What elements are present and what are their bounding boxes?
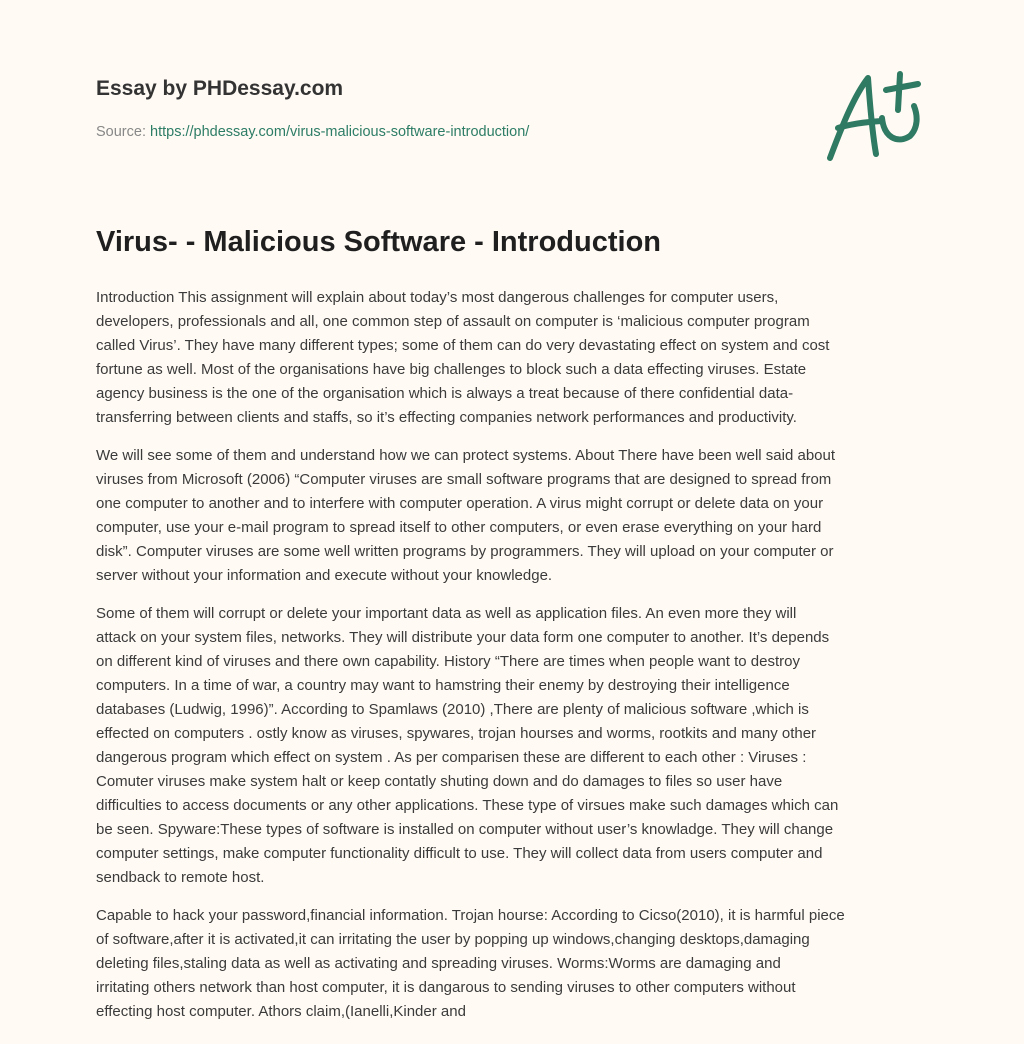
paragraph-line: computers. In a time of war, a country may want to hamstring their enemy by destroying their intelligence	[96, 677, 790, 694]
source-label: Source:	[96, 124, 146, 140]
paragraph-line: one computer to another and to interfere with computer operation. A virus might corrupt or delete data on your	[96, 495, 824, 512]
essay-paragraph	[96, 602, 956, 890]
paragraph-line: developers, professionals and all, one common step of assault on computer is ‘malicious computer program	[96, 313, 810, 330]
paragraph-line: Comuter viruses make system halt or keep contatly shuting down and do damages to files so user have	[96, 773, 783, 790]
paragraph-line: sendback to remote host.	[96, 869, 265, 886]
paragraph-line: be seen. Spyware:These types of software is installed on computer without user’s knowladge. They will change	[96, 821, 834, 838]
essay-body	[96, 286, 956, 1038]
essay-paragraph	[96, 444, 956, 588]
paragraph-line: fortune as well. Most of the organisations have big challenges to block such a data effecting viruses. Estate	[96, 361, 807, 378]
paragraph-line: disk”. Computer viruses are some well written programs by programmers. They will upload on your computer or	[96, 543, 834, 560]
paragraph-line: on different kind of viruses and there own capability. History “There are times when people want to destroy	[96, 653, 800, 670]
paragraph-line: effecting host computer. Athors claim,(Ianelli,Kinder and	[96, 1003, 466, 1020]
a-plus-logo-icon	[820, 66, 930, 166]
paragraph-line: irritating others network than host computer, it is dangarous to sending viruses to other computers without	[96, 979, 796, 996]
paragraph-line: called Virus’. They have many different types; some of them can do very devastating effect on system and cost	[96, 337, 830, 354]
paragraph-line: We will see some of them and understand how we can protect systems. About There have been well said about	[96, 447, 836, 464]
paragraph-line: computer settings, make computer functionality difficult to use. They will collect data from users computer and	[96, 845, 823, 862]
site-brand: Essay by PHDessay.com	[96, 77, 344, 100]
source-link[interactable]: https://phdessay.com/virus-malicious-software-introduction/	[150, 124, 530, 140]
paragraph-line: server without your information and execute without your knowledge.	[96, 567, 553, 584]
paragraph-line: viruses from Microsoft (2006) “Computer viruses are small software programs that are designed to spread from	[96, 471, 832, 488]
paragraph-line: agency business is the one of the organisation which is always a treat because of there confidential data-	[96, 385, 794, 402]
paragraph-line: Some of them will corrupt or delete your important data as well as application files. An even more they will	[96, 605, 797, 622]
paragraph-line: Capable to hack your password,financial information. Trojan hourse: According to Cicso(2010), it is harmful piece	[96, 907, 845, 924]
paragraph-line: deleting files,staling data as well as activating and spreading viruses. Worms:Worms are damaging and	[96, 955, 781, 972]
paragraph-line: transferring between clients and staffs, so it’s effecting companies network performances and productivity.	[96, 409, 797, 426]
source-line	[96, 124, 529, 140]
paragraph-line: difficulties to access documents or any other applications. These type of virsues make such damages which can	[96, 797, 839, 814]
paragraph-line: databases (Ludwig, 1996)”. According to Spamlaws (2010) ,There are plenty of malicious software ,which is	[96, 701, 809, 718]
paragraph-line: computer, use your e-mail program to spread itself to other computers, or even erase everything on your hard	[96, 519, 822, 536]
paragraph-line: Introduction This assignment will explain about today’s most dangerous challenges for computer users,	[96, 289, 779, 306]
paragraph-line: dangerous program which effect on system . As per comparisen these are different to each other : Viruses :	[96, 749, 807, 766]
essay-paragraph	[96, 904, 956, 1024]
essay-title: Virus- - Malicious Software - Introduction	[96, 226, 662, 258]
paragraph-line: attack on your system files, networks. They will distribute your data form one computer to another. It’s depends	[96, 629, 830, 646]
paragraph-line: of software,after it is activated,it can irritating the user by popping up windows,changing desktops,damaging	[96, 931, 810, 948]
essay-paragraph	[96, 286, 956, 430]
paragraph-line: effected on computers . ostly know as viruses, spywares, trojan hourses and worms, rootkits and many other	[96, 725, 817, 742]
